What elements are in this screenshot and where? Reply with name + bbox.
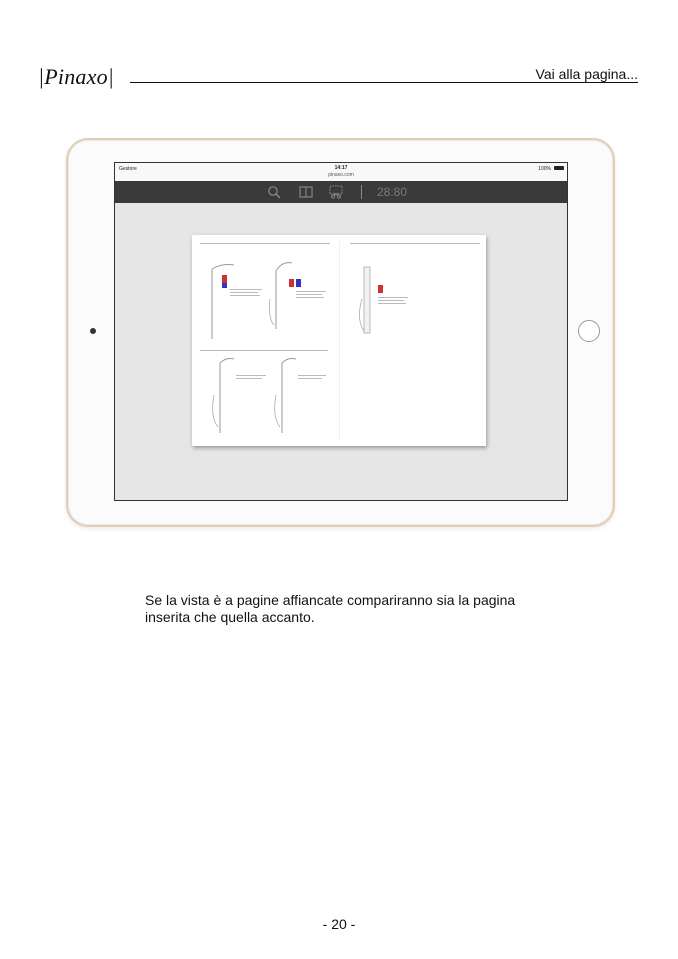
caption-line-1: Se la vista è a pagine affiancate compariranno sia la pagina bbox=[145, 592, 516, 608]
address-url: pinaxo.com bbox=[328, 172, 354, 178]
goto-page-link[interactable]: Vai alla pagina... bbox=[535, 66, 638, 82]
book-icon bbox=[299, 185, 313, 199]
spread-gutter bbox=[339, 241, 340, 441]
right-page-header-line bbox=[350, 243, 480, 244]
catalogue-spread bbox=[192, 235, 486, 446]
carrier-label: Gestore bbox=[119, 166, 137, 172]
battery-percent: 100% bbox=[538, 166, 551, 172]
toolbar-separator bbox=[361, 185, 362, 199]
header-rule bbox=[130, 82, 638, 83]
search-icon bbox=[267, 185, 281, 199]
caption-text bbox=[145, 592, 565, 626]
shower-set-illustration bbox=[200, 355, 330, 441]
ipad-frame bbox=[66, 138, 615, 527]
camera-dot bbox=[90, 328, 96, 334]
pinaxo-logo: |Pinaxo| bbox=[38, 64, 115, 89]
home-button bbox=[578, 320, 600, 342]
battery-icon bbox=[554, 166, 564, 170]
caption-line-2: inserita che quella accanto. bbox=[145, 609, 315, 625]
left-page-header-line bbox=[200, 243, 330, 244]
status-time: 14:17 bbox=[334, 165, 348, 171]
viewer-toolbar bbox=[115, 181, 567, 203]
toolbar-timer: 28:80 bbox=[377, 185, 408, 199]
page-number: - 20 - bbox=[322, 916, 356, 932]
scissors-icon bbox=[329, 185, 343, 199]
shower-column-illustration bbox=[200, 259, 330, 345]
shower-panel-illustration bbox=[350, 259, 480, 345]
left-page-divider bbox=[200, 350, 328, 351]
ipad-screen bbox=[114, 162, 568, 501]
status-bar bbox=[115, 163, 567, 181]
